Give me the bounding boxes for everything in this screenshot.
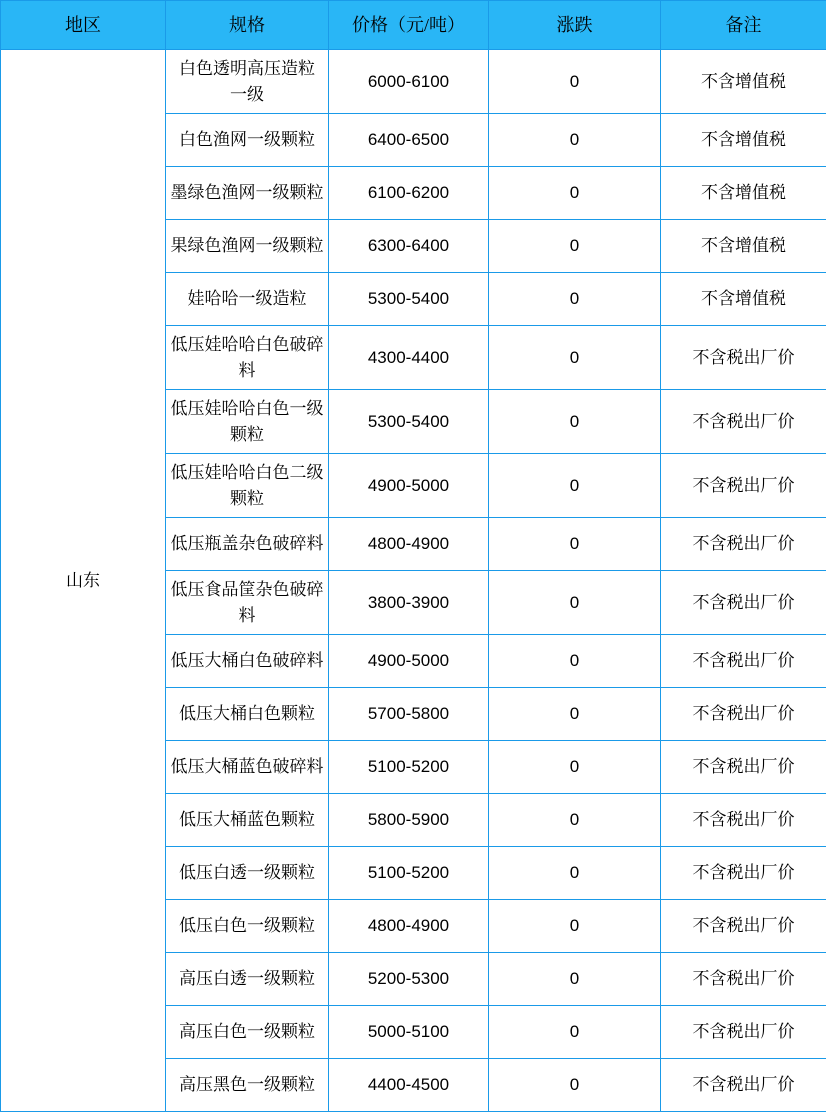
column-header-remark: 备注 — [661, 1, 826, 50]
remark-cell: 不含税出厂价 — [661, 454, 826, 518]
table-header-row — [1, 1, 826, 50]
column-header-region: 地区 — [1, 1, 166, 50]
spec-cell: 高压白色一级颗粒 — [166, 1006, 329, 1059]
change-cell: 0 — [489, 518, 661, 571]
remark-cell: 不含税出厂价 — [661, 326, 826, 390]
change-cell: 0 — [489, 273, 661, 326]
change-cell: 0 — [489, 571, 661, 635]
price-cell: 6400-6500 — [329, 114, 489, 167]
price-cell: 6300-6400 — [329, 220, 489, 273]
price-cell: 5300-5400 — [329, 390, 489, 454]
column-header-change: 涨跌 — [489, 1, 661, 50]
spec-cell: 白色透明高压造粒 一级 — [166, 50, 329, 114]
remark-cell: 不含增值税 — [661, 273, 826, 326]
change-cell: 0 — [489, 635, 661, 688]
table-row — [1, 50, 826, 114]
column-header-price: 价格（元/吨） — [329, 1, 489, 50]
remark-cell: 不含税出厂价 — [661, 518, 826, 571]
price-cell: 3800-3900 — [329, 571, 489, 635]
price-cell: 4900-5000 — [329, 454, 489, 518]
price-cell: 6100-6200 — [329, 167, 489, 220]
change-cell: 0 — [489, 220, 661, 273]
change-cell: 0 — [489, 50, 661, 114]
price-cell: 4400-4500 — [329, 1059, 489, 1112]
remark-cell: 不含增值税 — [661, 220, 826, 273]
spec-cell: 低压大桶蓝色破碎料 — [166, 741, 329, 794]
spec-cell: 低压食品筐杂色破碎料 — [166, 571, 329, 635]
price-cell: 4300-4400 — [329, 326, 489, 390]
remark-cell: 不含税出厂价 — [661, 688, 826, 741]
price-cell: 5200-5300 — [329, 953, 489, 1006]
remark-cell: 不含增值税 — [661, 167, 826, 220]
remark-cell: 不含税出厂价 — [661, 1059, 826, 1112]
remark-cell: 不含税出厂价 — [661, 635, 826, 688]
change-cell: 0 — [489, 326, 661, 390]
change-cell: 0 — [489, 1059, 661, 1112]
change-cell: 0 — [489, 847, 661, 900]
spec-cell: 娃哈哈一级造粒 — [166, 273, 329, 326]
remark-cell: 不含税出厂价 — [661, 390, 826, 454]
price-cell: 6000-6100 — [329, 50, 489, 114]
remark-cell: 不含税出厂价 — [661, 953, 826, 1006]
price-cell: 4900-5000 — [329, 635, 489, 688]
spec-cell: 低压大桶白色颗粒 — [166, 688, 329, 741]
table-header — [1, 1, 826, 50]
remark-cell: 不含增值税 — [661, 50, 826, 114]
remark-cell: 不含增值税 — [661, 114, 826, 167]
change-cell: 0 — [489, 1006, 661, 1059]
price-cell: 4800-4900 — [329, 518, 489, 571]
price-cell: 5300-5400 — [329, 273, 489, 326]
remark-cell: 不含税出厂价 — [661, 741, 826, 794]
spec-cell: 墨绿色渔网一级颗粒 — [166, 167, 329, 220]
remark-cell: 不含税出厂价 — [661, 794, 826, 847]
price-cell: 5700-5800 — [329, 688, 489, 741]
column-header-spec: 规格 — [166, 1, 329, 50]
spec-cell: 低压大桶蓝色颗粒 — [166, 794, 329, 847]
price-cell: 5100-5200 — [329, 847, 489, 900]
table-body — [1, 50, 826, 1112]
change-cell: 0 — [489, 900, 661, 953]
spec-cell: 果绿色渔网一级颗粒 — [166, 220, 329, 273]
price-cell: 5000-5100 — [329, 1006, 489, 1059]
spec-cell: 白色渔网一级颗粒 — [166, 114, 329, 167]
spec-cell: 高压白透一级颗粒 — [166, 953, 329, 1006]
remark-cell: 不含税出厂价 — [661, 1006, 826, 1059]
change-cell: 0 — [489, 953, 661, 1006]
remark-cell: 不含税出厂价 — [661, 847, 826, 900]
spec-cell: 低压白透一级颗粒 — [166, 847, 329, 900]
spec-cell: 低压娃哈哈白色一级颗粒 — [166, 390, 329, 454]
change-cell: 0 — [489, 390, 661, 454]
remark-cell: 不含税出厂价 — [661, 900, 826, 953]
spec-cell: 低压白色一级颗粒 — [166, 900, 329, 953]
spec-cell: 低压娃哈哈白色破碎料 — [166, 326, 329, 390]
price-cell: 5800-5900 — [329, 794, 489, 847]
change-cell: 0 — [489, 454, 661, 518]
spec-cell: 低压瓶盖杂色破碎料 — [166, 518, 329, 571]
price-cell: 4800-4900 — [329, 900, 489, 953]
spec-cell: 低压大桶白色破碎料 — [166, 635, 329, 688]
change-cell: 0 — [489, 741, 661, 794]
change-cell: 0 — [489, 114, 661, 167]
change-cell: 0 — [489, 794, 661, 847]
spec-cell: 高压黑色一级颗粒 — [166, 1059, 329, 1112]
spec-cell: 低压娃哈哈白色二级颗粒 — [166, 454, 329, 518]
remark-cell: 不含税出厂价 — [661, 571, 826, 635]
change-cell: 0 — [489, 167, 661, 220]
region-cell: 山东 — [1, 50, 166, 1112]
change-cell: 0 — [489, 688, 661, 741]
price-cell: 5100-5200 — [329, 741, 489, 794]
